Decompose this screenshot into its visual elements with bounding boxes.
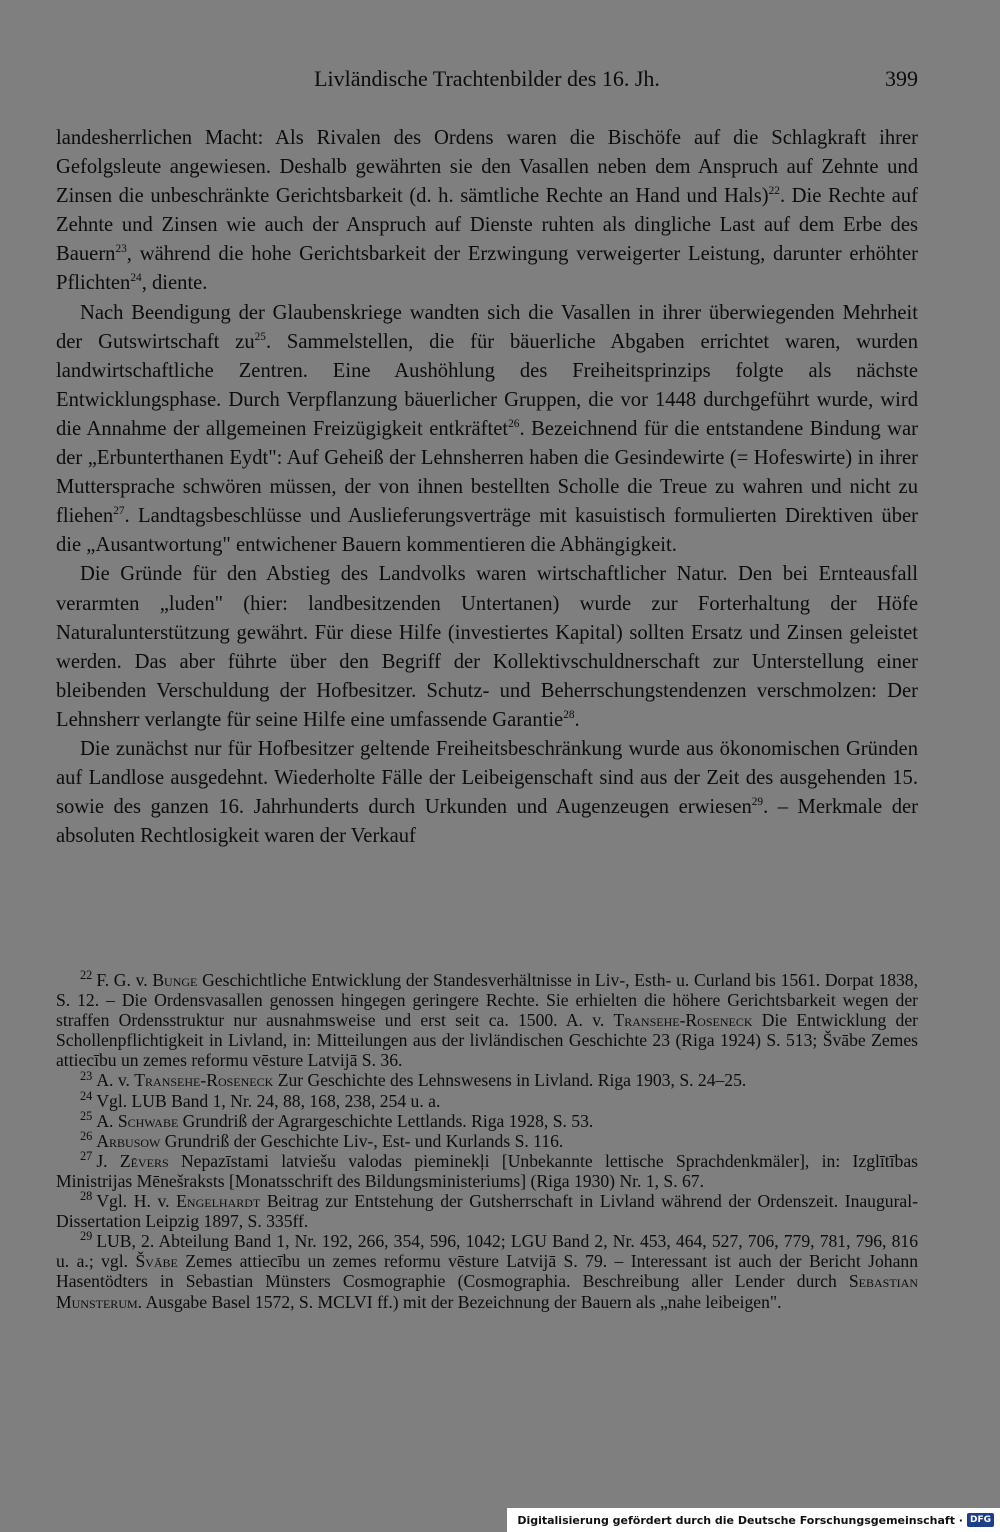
footnote-ref-28[interactable]: 28 [563, 709, 575, 722]
dfg-funding-text: Digitalisierung gefördert durch die Deutsche Forschungsgemeinschaft · [517, 1513, 963, 1527]
footnote-ref-26[interactable]: 26 [508, 418, 520, 431]
footnote-28: $^{28}$ Vgl. H. v. Engelhardt Beitrag zur Entstehung der Gutsherrschaft in Livland während der Ordenszeit. Inaugural-Dissertation Leipzig 1897, S. 335ff. [56, 1189, 918, 1232]
running-head: Livländische Trachtenbilder des 16. Jh. [314, 66, 660, 91]
paragraph-2: Nach Beendigung der Glaubenskriege wandten sich die Vasallen in ihrer überwiegenden Mehrheit der Gutswirtschaft $zu^{25}$. Sammelstellen, die für bäuerliche Abgaben errichtet waren, wurden landwirtschaftliche Zentren. Eine Aushöhlung des Freiheitsprinzips folgte als nächste Entwicklungsphase. Durch Verpflanzung bäuerlicher Gruppen, die vor 1448 durchgeführt wurde, wird die Annahme der allgemeinen Freizügigkeit entkräftet$^{26}$. Bezeichnend für die entstandene Bindung war der „Erbunterthanen Eydt": Auf Geheiß der Lehnsherren haben die Gesindewirte (= Hofeswirte) in ihrer Muttersprache schwören müssen, der von ihnen bestellten Scholle die Treue zu wahren und nicht zu fliehen$^{27}$. Landtagsbeschlüsse und Auslieferungsverträge mit kasuistisch formulierten Direktiven über die „Ausantwortung" entwichener Bauern kommentieren die Abhängigkeit. [56, 301, 918, 557]
footnote-ref-27[interactable]: 27 [113, 505, 125, 518]
footnote-24: $^{24}$ Vgl. LUB Band 1, Nr. 24, 88, 168, 238, 254 u. a. [80, 1088, 441, 1111]
footnote-27: $^{27}$ J. Zēvers Nepazīstami latviešu valodas pieminekļi [Unbekannte lettische Sprachdenkmäler], in: Izglītības Ministrijas Mēnešraksts [Monatsschrift des Bildungsministeriums] (Riga 1930) Nr. 1, S. 67. [56, 1148, 918, 1191]
dfg-funding-banner[interactable] [507, 1508, 1000, 1532]
footnote-ref-23[interactable]: 23 [115, 243, 127, 256]
footnote-25: $^{25}$ A. Schwabe Grundriß der Agrargeschichte Lettlands. Riga 1928, S. 53. [80, 1108, 594, 1131]
footnote-ref-22[interactable]: 22 [768, 185, 780, 198]
footnote-ref-24[interactable]: 24 [130, 272, 142, 285]
footnote-ref-29[interactable]: 29 [751, 796, 764, 809]
footnote-29: $^{29}$ LUB, 2. Abteilung Band 1, Nr. 192, 266, 354, 596, 1042; LGU Band 2, Nr. 453, 464, 527, 706, 779, 781, 796, 816 u. a.; vgl. Švābe Zemes attiecību un zemes reformu vēsture Latvijā S. 79. – Interessant ist auch der Bericht Johann Hasentödters in Sebastian Münsters Cosmographie (Cosmographia. Beschreibung aller Lender durch Sebastian Munsterum. Ausgabe Basel 1572, S. MCLVI ff.) mit der Bezeichnung der Bauern als „nahe leibeigen". [56, 1229, 918, 1312]
main-text [56, 124, 918, 851]
page-number: 399 [885, 66, 918, 91]
page-header [56, 62, 918, 96]
footnotes [56, 970, 918, 1312]
dfg-logo-icon: DFG [967, 1513, 994, 1527]
footnote-26: $^{26}$ Arbusow Grundriß der Geschichte Liv-, Est- und Kurlands S. 116. [80, 1128, 564, 1151]
paragraph-3: Die Gründe für den Abstieg des Landvolks waren wirtschaftlicher Natur. Den bei Ernteausfall verarmten „luden" (hier: landbesitzenden Untertanen) wurde zur Forterhaltung der Höfe Naturalunterstützung gewährt. Für diese Hilfe (investiertes Kapital) sollten Ersatz und Zinsen geleistet werden. Das aber führte über den Begriff der Kollektivschuldnerschaft zur Unterstellung einer bleibenden Verschuldung der Hofbesitzer. Schutz- und Beherrschungstendenzen verschmolzen: Der Lehnsherr verlangte für seine Hilfe eine umfassende Garantie$^{28}$. [56, 563, 918, 731]
paragraph-1: landesherrlichen Macht: Als Rivalen des Ordens waren die Bischöfe auf die Schlagkraft ihrer Gefolgsleute angewiesen. Deshalb gewährten sie den Vasallen neben dem Anspruch auf Zehnte und Zinsen die unbeschränkte Gerichtsbarkeit (d. h. sämtliche Rechte an Hand und Hals)$^{22}$. Die Rechte auf Zehnte und Zinsen wie auch der Anspruch auf Dienste ruhten als dingliche Last auf dem Erbe des Bauern$^{23}$, während die hohe Gerichtsbarkeit der Erzwingung verweigerter Leistung, darunter erhöhter Pflichten$^{24}$, diente. [56, 127, 918, 295]
footnote-23: $^{23}$ A. v. Transehe-Roseneck Zur Geschichte des Lehnswesens in Livland. Riga 1903, S. 24–25. [80, 1068, 747, 1091]
footnote-22: $^{22}$ F. G. v. Bunge Geschichtliche Entwicklung der Standesverhältnisse in Liv-, Esth- u. Curland bis 1561. Dorpat 1838, S. 12. – Die Ordensvasallen genossen hingegen geringere Rechte. Sie erhielten die höhere Gerichtsbarkeit wegen der straffen Ordensstruktur nur ausnahmsweise und erst seit ca. 1500. A. v. Transehe-Roseneck Die Entwicklung der Schollenpflichtigkeit in Livland, in: Mitteilungen aus der livländischen Geschichte 23 (Riga 1924) S. 513; Švābe Zemes attiecību un zemes reformu vēsture Latvijā S. 36. [56, 968, 918, 1071]
paragraph-4: Die zunächst nur für Hofbesitzer geltende Freiheitsbeschränkung wurde aus ökonomischen Gründen auf Landlose ausgedehnt. Wiederholte Fälle der Leibeigenschaft sind aus der Zeit des ausgehenden 15. sowie des ganzen 16. Jahrhunderts durch Urkunden und Augenzeugen erwiesen$^{29}$. – Merkmale der absoluten Rechtlosigkeit waren der Verkauf [56, 737, 918, 848]
footnote-ref-25[interactable]: 25 [254, 330, 266, 343]
